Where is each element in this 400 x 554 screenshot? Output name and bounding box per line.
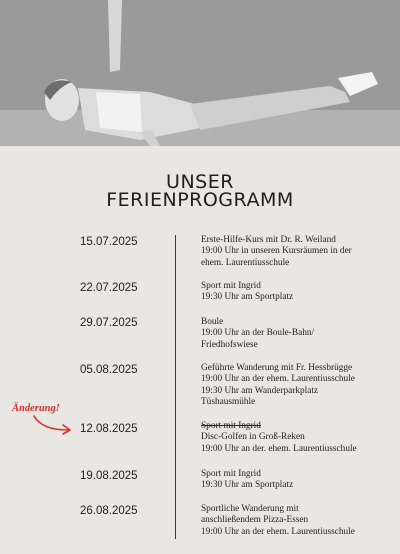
event-line: Friedhofswiese <box>201 339 258 350</box>
event-line: ehem. Laurentiusschule <box>201 257 290 268</box>
curved-arrow-icon <box>30 412 76 436</box>
woman-side-plank-photo <box>0 0 400 146</box>
event-date: 29.07.2025 <box>80 317 138 329</box>
event-details <box>201 421 396 455</box>
change-note: Änderung! <box>12 403 60 414</box>
cancelled-event-line: Sport mit Ingrid <box>201 421 261 431</box>
event-line: anschließendem Pizza-Essen <box>201 515 309 526</box>
event-line: Sport mit Ingrid <box>201 469 261 479</box>
event-date: 19.08.2025 <box>80 470 138 482</box>
event-line: 19:30 Uhr am Sportplatz <box>201 292 294 303</box>
event-details <box>201 281 396 304</box>
event-line: 19:30 Uhr am Sportplatz <box>201 480 294 491</box>
event-date: 22.07.2025 <box>80 282 138 294</box>
event-details <box>201 363 396 409</box>
event-date: 12.08.2025 <box>80 423 138 435</box>
event-line: 19:00 Uhr an der. ehem. Laurentiusschule <box>201 443 357 454</box>
event-details <box>201 317 396 351</box>
event-line: 19:00 Uhr an der ehem. Laurentiusschule <box>201 374 355 385</box>
timeline-divider <box>175 235 176 539</box>
event-details <box>201 504 396 538</box>
event-line: Geführte Wanderung mit Fr. Hessbrügge <box>201 363 353 373</box>
event-details <box>201 469 396 492</box>
event-date: 05.08.2025 <box>80 364 138 376</box>
event-line: Erste-Hilfe-Kurs mit Dr. R. Weiland <box>201 235 336 245</box>
event-line: 19:30 Uhr am Wanderparkplatz <box>201 385 319 396</box>
event-line: Sport mit Ingrid <box>201 281 261 291</box>
event-line: 19:00 Uhr in unseren Kursräumen in der <box>201 246 352 257</box>
header-photo <box>0 0 400 146</box>
event-line: Boule <box>201 317 224 327</box>
event-line: Sportliche Wanderung mit <box>201 504 299 514</box>
event-line: 19:00 Uhr an der Boule-Bahn/ <box>201 328 315 339</box>
event-details <box>201 235 396 269</box>
page-title-line1: UNSER <box>166 171 234 193</box>
event-line: Tüshausmühle <box>201 397 256 408</box>
event-date: 15.07.2025 <box>80 236 138 248</box>
event-line: Disc-Golfen in Groß-Reken <box>201 432 305 443</box>
page-title-line2: FERIENPROGRAMM <box>106 189 294 211</box>
event-line: 19:00 Uhr an der ehem. Laurentiusschule <box>201 526 355 537</box>
event-date: 26.08.2025 <box>80 505 138 517</box>
